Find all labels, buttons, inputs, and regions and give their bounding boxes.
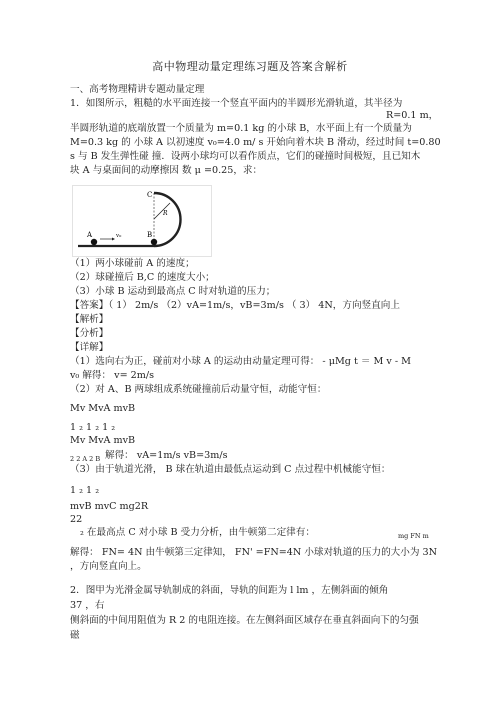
label-v0: v₀ (116, 233, 122, 239)
q1-line-2: R=0.1 m， (386, 110, 439, 121)
tag-xiangjie: 【详解】 (70, 342, 109, 353)
label-c: C (147, 191, 153, 199)
label-a: A (87, 231, 93, 239)
solution-2c: 1 ₂ 1 ₂ 1 ₂ (70, 422, 116, 433)
solution-3g: ，方向竖直向上。 (70, 561, 147, 572)
solution-3e: ₂ 在最高点 C 对小球 B 受力分析，由牛顿第二定律有： (80, 527, 315, 538)
solution-3a: （3）由于轨道光滑， B 球在轨道由最低点运动到 C 点过程中机械能守恒： (70, 464, 391, 475)
ball-b (151, 239, 157, 245)
label-r: R (163, 210, 168, 217)
solution-3d: 22 (70, 514, 83, 525)
q2-line-3: 侧斜面的中间用阻值为 R 2 的电阻连接。在左侧斜面区域存在垂直斜面向下的匀强 (70, 615, 419, 626)
q1-line-3: 半圆形轨道的底端放置一个质量为 m=0.1 kg 的小球 B，水平面上有一个质量为 (70, 123, 412, 134)
label-b: B (147, 231, 153, 239)
solution-2b: Mv MvA mvB (70, 403, 136, 414)
solution-2e: 解得： vA=1m/s vB=3m/s (105, 450, 228, 461)
tag-jiexi: 【解析】 (70, 314, 109, 325)
sub-question-1: （1）两小球碰前 A 的速度； (70, 258, 195, 269)
semicircle-track (154, 193, 181, 246)
solution-3c: mvB mvC mg2R (70, 501, 149, 512)
solution-2a: （2）对 A、B 两球组成系统碰撞前后动量守恒，动能守恒： (70, 384, 327, 395)
sub-question-2: （2）球碰撞后 B,C 的速度大小； (70, 272, 215, 283)
section-heading: 一、高考物理精讲专题动量定理 (70, 84, 205, 95)
solution-1a: （1）选向右为正，碰前对小球 A 的运动由动量定理可得： - μMg t ＝ M v - M (70, 356, 411, 367)
solution-2d: Mv MvA mvB (70, 435, 136, 446)
solution-1b: v₀ 解得： v= 2m/s (70, 370, 155, 381)
radius-line (154, 203, 170, 219)
page-title: 高中物理动量定理练习题及答案含解析 (152, 60, 348, 73)
solution-2e-sub: 2 2 A 2 B (70, 455, 101, 463)
track-figure (72, 185, 212, 257)
q2-line-1: 2．图甲为光滑金属导轨制成的斜面，导轨的间距为 l lm ，左侧斜面的倾角 (70, 585, 389, 596)
ball-a (91, 239, 97, 245)
q1-line-4: M=0.3 kg 的 小球 A 以初速度 v₀=4.0 m/ s 开始向着木块 B 滑动，经过时间 t=0.80 (70, 137, 441, 148)
solution-3b: 1 ₂ 1 ₂ (70, 485, 100, 496)
q1-line-1: 1．如图所示，粗糙的水平面连接一个竖直平面内的半圆形光滑轨道，其半径为 (70, 98, 403, 109)
tag-fenxi: 【分析】 (70, 328, 109, 339)
q2-line-4: 磁 (70, 630, 80, 641)
answer-line: 【答案】（ 1） 2m/s （2）vA=1m/s，vB=3m/s （ 3） 4N，方向竖直向上 (70, 300, 400, 311)
q1-line-5: s 与 B 发生弹性碰 撞．设两小球均可以看作质点，它们的碰撞时间极短，且已知木 (70, 151, 421, 162)
sub-question-3: （3）小球 B 运动到最高点 C 时对轨道的压力； (70, 286, 276, 297)
solution-3f: 解得： FN= 4N 由牛顿第三定律知， FN' =FN=4N 小球对轨道的压力的大小为 3N (70, 547, 437, 558)
q1-line-6: 块 A 与桌面间的动摩擦因 数 μ =0.25，求： (70, 165, 263, 176)
solution-3e-formula: mg FN m (398, 532, 429, 540)
q2-line-2: 37 ，右 (70, 600, 105, 611)
